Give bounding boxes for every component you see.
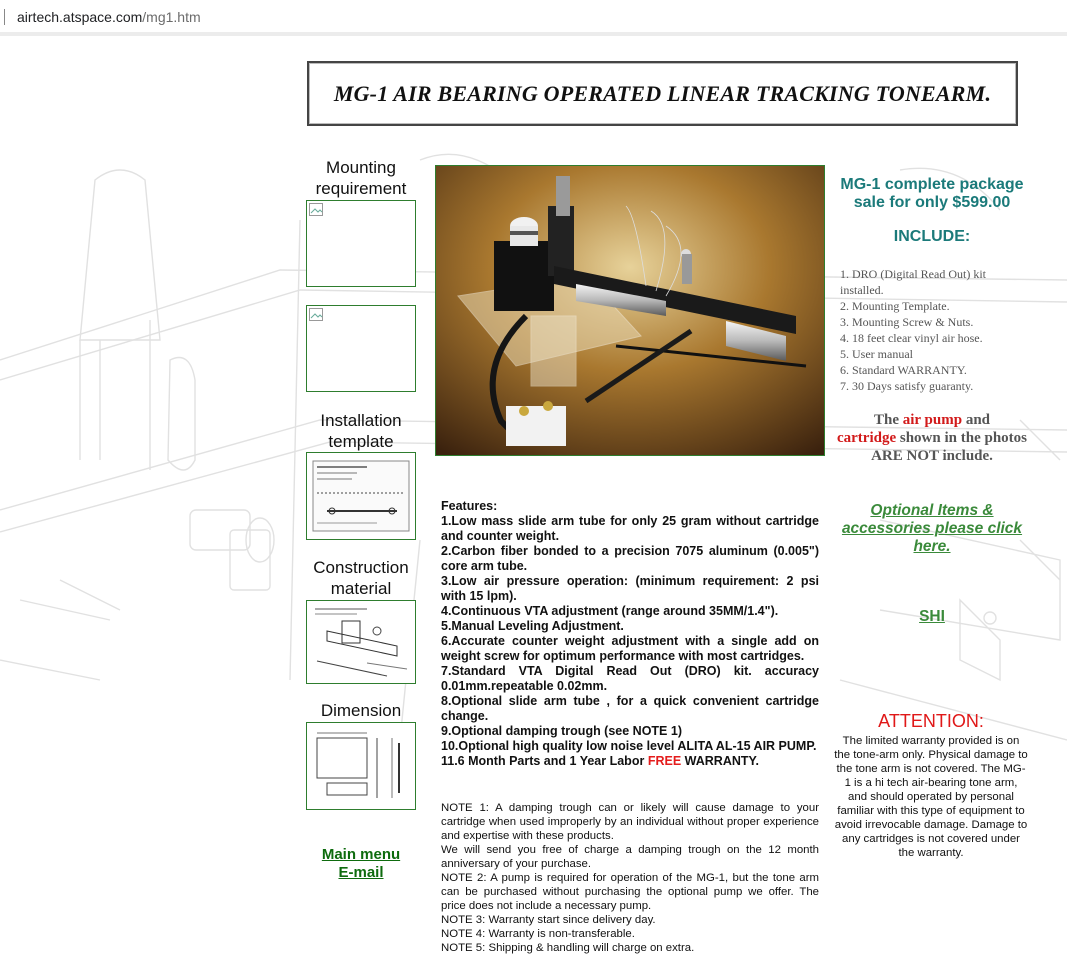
feature-item: 7.Standard VTA Digital Read Out (DRO) kit. accuracy 0.01mm.repeatable 0.02mm. (441, 664, 819, 693)
url-text[interactable] (17, 9, 201, 25)
note-text: We will send you free of charge a damping trough on the 12 month anniversary of your purchase. (441, 844, 819, 870)
disclaimer-and: and (965, 412, 991, 428)
include-item: 6. Standard WARRANTY. (840, 363, 967, 377)
include-item: 5. User manual (840, 347, 913, 361)
disclaimer-rest: shown in the photos ARE NOT include. (871, 430, 1028, 464)
include-item: 4. 18 feet clear vinyl air hose. (840, 331, 983, 345)
air-pump-text: air pump (902, 412, 963, 428)
notes-section (441, 801, 819, 955)
shi-container (836, 608, 1028, 626)
note-text: NOTE 1: A damping trough can or likely will cause damage to your cartridge when used improperly by an individual without proper experience and expertise with these products. (441, 802, 819, 842)
include-item: 3. Mounting Screw & Nuts. (840, 315, 974, 329)
include-list (836, 266, 1028, 394)
construction-drawing (307, 601, 415, 683)
optional-items-container (836, 502, 1028, 556)
attention-text: The limited warranty provided is on the tone-arm only. Physical damage to the tone arm is not covered. The MG-1 is a hi tech air-bearing tone arm, and should operated by personal familiar with this type of equipment to avoid irrevocable damage. Damage to any cartridges is not covered under the warranty. (834, 735, 1028, 859)
tonearm-illustration (436, 166, 824, 455)
include-item: 7. 30 Days satisfy guaranty. (840, 379, 974, 393)
mounting-thumb-2[interactable] (306, 305, 416, 392)
installation-template-thumb[interactable] (306, 452, 416, 540)
construction-material-thumb[interactable] (306, 600, 416, 684)
feature-item: 9.Optional damping trough (see NOTE 1) (441, 724, 682, 738)
disclaimer-the: The (873, 412, 899, 428)
main-menu-link[interactable]: Main menu (321, 846, 401, 863)
feature-item-warranty (441, 754, 819, 769)
dimension-thumb[interactable] (306, 722, 416, 810)
features-section (441, 499, 819, 769)
features-heading: Features: (441, 499, 498, 513)
feature-item: 3.Low air pressure operation: (minimum requirement: 2 psi with 15 lpm). (441, 574, 819, 603)
feature-item: 6.Accurate counter weight adjustment with a single add on weight screw for optimum performance with most cartridges. (441, 634, 819, 663)
include-item: 1. DRO (Digital Read Out) kit installed. (840, 267, 986, 297)
text-caret (4, 9, 5, 25)
address-bar[interactable] (0, 0, 1067, 36)
dimension-drawing (307, 723, 415, 809)
mounting-requirement-label: Mounting requirement (315, 158, 407, 198)
broken-image-icon (309, 203, 325, 217)
construction-material-label: Construction material (313, 558, 409, 598)
attention-heading: ATTENTION: (878, 711, 984, 731)
note-text: NOTE 2: A pump is required for operation of the MG-1, but the tone arm can be purchased without purchasing the optional pump we offer. The price does not include a necessary pump. (441, 872, 819, 912)
email-link[interactable]: E-mail (338, 864, 384, 881)
feature-item: 1.Low mass slide arm tube for only 25 gram without cartridge and counter weight. (441, 514, 819, 543)
feature-item: 8.Optional slide arm tube , for a quick convenient cartridge change. (441, 694, 819, 723)
template-drawing (307, 453, 415, 539)
include-item: 2. Mounting Template. (840, 299, 950, 313)
shi-link[interactable]: SHI (919, 608, 945, 625)
note-text: NOTE 5: Shipping & handling will charge on extra. (441, 942, 695, 954)
right-sidebar (836, 176, 1028, 394)
feature-item: 2.Carbon fiber bonded to a precision 7075 aluminum (0.005") core arm tube. (441, 544, 819, 573)
page-title-box (307, 61, 1018, 126)
page-title: MG-1 AIR BEARING OPERATED LINEAR TRACKING TONEARM. (333, 80, 992, 106)
dimension-label: Dimension (320, 701, 402, 720)
cartridge-text: cartridge (836, 430, 897, 446)
tonearm-photo (435, 165, 825, 456)
feature-item: 10.Optional high quality low noise level ALITA AL-15 AIR PUMP. (441, 739, 817, 753)
broken-image-icon (309, 308, 325, 322)
url-host: airtech.atspace.com (17, 9, 143, 25)
optional-items-link[interactable]: Optional Items & accessories please click here. (841, 502, 1023, 555)
warranty-prefix: 11.6 Month Parts and 1 Year Labor (441, 754, 645, 768)
free-badge: FREE (647, 754, 682, 768)
promo-text: MG-1 complete package sale for only $599.00 (840, 176, 1024, 211)
not-included-disclaimer (836, 411, 1028, 465)
warranty-suffix: WARRANTY. (684, 754, 759, 768)
note-text: NOTE 4: Warranty is non-transferable. (441, 928, 635, 940)
include-heading: INCLUDE: (893, 228, 971, 245)
note-text: NOTE 3: Warranty start since delivery day. (441, 914, 656, 926)
feature-item: 4.Continuous VTA adjustment (range around 35MM/1.4"). (441, 604, 779, 618)
url-path: /mg1.htm (142, 9, 201, 25)
installation-template-label: Installation template (320, 411, 402, 451)
mounting-thumb-1[interactable] (306, 200, 416, 287)
feature-item: 5.Manual Leveling Adjustment. (441, 619, 624, 633)
left-links (306, 846, 416, 882)
